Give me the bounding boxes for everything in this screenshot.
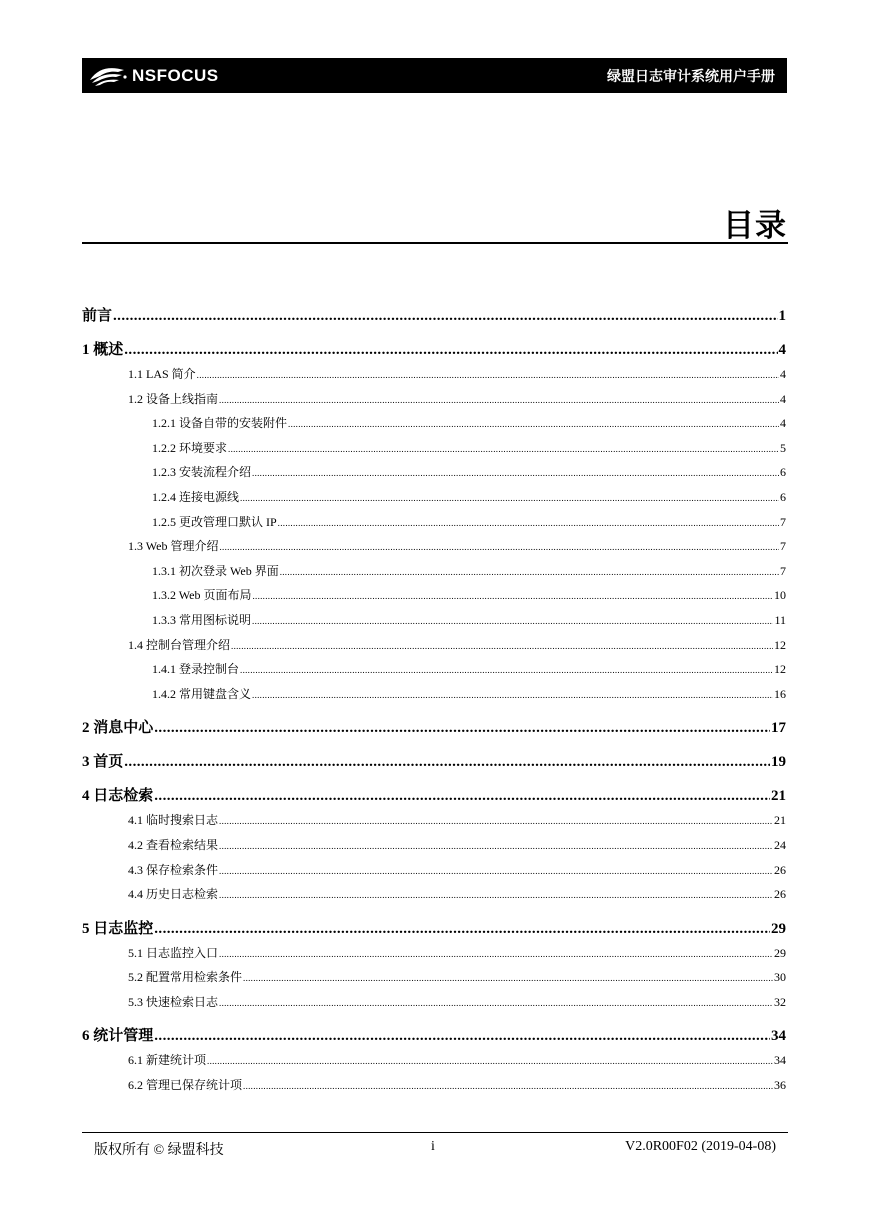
toc-entry[interactable]: [82, 1024, 786, 1048]
toc-entry-label: 1.2.3 安装流程介绍: [152, 465, 252, 480]
toc-leader-dots: [219, 535, 779, 560]
toc-leader-dots: [154, 716, 770, 740]
toc-entry-label: 1.3.1 初次登录 Web 界面: [152, 563, 279, 578]
toc-entry-label: 4.2 查看检索结果: [128, 837, 219, 852]
toc-leader-dots: [243, 1074, 773, 1099]
toc-entry-page: 19: [771, 754, 786, 771]
toc-entry[interactable]: [82, 1073, 786, 1098]
toc-entry-page: 7: [780, 514, 786, 529]
toc-entry-page: 17: [771, 720, 786, 737]
toc-entry-label: 1.2.2 环境要求: [152, 440, 228, 455]
footer-copyright: 版权所有 © 绿盟科技: [94, 1143, 224, 1158]
toc-entry-label: 4.3 保存检索条件: [128, 862, 219, 877]
toc-leader-dots: [207, 1049, 773, 1074]
toc-leader-dots: [219, 834, 773, 859]
toc-entry-page: 4: [780, 391, 786, 406]
toc-entry-page: 11: [774, 612, 786, 627]
page-footer: [94, 1139, 776, 1159]
toc-leader-dots: [219, 991, 773, 1016]
toc-leader-dots: [240, 486, 779, 511]
toc-entry-page: 4: [780, 367, 786, 381]
toc-entry-page: 1: [778, 308, 786, 324]
toc-entry-label: 1.3.2 Web 页面布局: [152, 588, 252, 603]
toc-leader-dots: [154, 1024, 770, 1048]
toc-leader-dots: [243, 966, 773, 991]
toc-entry-page: 5: [780, 440, 786, 455]
logo-text: NSFOCUS: [132, 65, 219, 85]
toc-leader-dots: [219, 942, 773, 967]
toc-entry-label: 1.2.4 连接电源线: [152, 489, 240, 504]
toc-entry[interactable]: [82, 485, 786, 510]
toc-entry[interactable]: [82, 657, 786, 682]
toc-entry-page: 12: [774, 637, 786, 652]
toc-entry-page: 10: [774, 588, 786, 603]
toc-entry-page: 7: [780, 563, 786, 578]
toc-entry-page: 26: [774, 887, 786, 902]
toc-entry[interactable]: [82, 808, 786, 833]
toc-leader-dots: [252, 461, 779, 486]
toc-entry-label: 4.1 临时搜索日志: [128, 813, 219, 828]
toc-entry-label: 1.2.5 更改管理口默认 IP: [152, 514, 277, 529]
toc-entry-label: 5 日志监控: [82, 920, 154, 937]
toc-entry-page: 30: [774, 970, 786, 985]
toc-entry-label: 前言: [82, 308, 113, 324]
toc-entry-label: 4 日志检索: [82, 788, 154, 805]
page-title: 目录: [723, 208, 787, 244]
toc-entry[interactable]: [82, 858, 786, 883]
toc-entry[interactable]: [82, 882, 786, 907]
toc-entry[interactable]: [82, 436, 786, 461]
toc-entry[interactable]: [82, 965, 786, 990]
page-header: [82, 58, 787, 93]
toc-entry-page: 29: [774, 945, 786, 960]
toc-entry-label: 1.2.1 设备自带的安装附件: [152, 416, 288, 431]
toc-entry-label: 1.2 设备上线指南: [128, 391, 219, 406]
toc-entry[interactable]: [82, 510, 786, 535]
toc-entry[interactable]: [82, 917, 786, 941]
toc-entry[interactable]: [82, 387, 786, 412]
toc-entry-page: 4: [780, 416, 786, 431]
toc-entry-label: 1.1 LAS 简介: [128, 367, 196, 381]
toc-entry[interactable]: [82, 338, 786, 362]
toc-entry-label: 5.3 快速检索日志: [128, 994, 219, 1009]
title-divider: [82, 242, 788, 244]
footer-version: V2.0R00F02 (2019-04-08): [625, 1139, 776, 1154]
toc-entry-page: 16: [774, 686, 786, 701]
toc-entry-page: 36: [774, 1078, 786, 1093]
wing-logo-icon: [88, 64, 128, 88]
toc-entry-label: 5.1 日志监控入口: [128, 945, 219, 960]
toc-leader-dots: [154, 784, 770, 808]
toc-entry-label: 1.4.1 登录控制台: [152, 662, 240, 677]
toc-entry-page: 6: [780, 465, 786, 480]
footer-page-number: i: [431, 1139, 435, 1154]
toc-entry[interactable]: [82, 750, 786, 774]
toc-entry[interactable]: [82, 411, 786, 436]
toc-entry[interactable]: [82, 583, 786, 608]
toc-leader-dots: [154, 917, 770, 941]
toc-entry-page: 4: [778, 342, 786, 358]
toc-entry-page: 12: [774, 662, 786, 677]
toc-entry-label: 2 消息中心: [82, 720, 154, 737]
table-of-contents: [82, 304, 786, 1098]
toc-entry[interactable]: [82, 1048, 786, 1073]
toc-leader-dots: [252, 609, 773, 634]
toc-leader-dots: [252, 584, 773, 609]
toc-leader-dots: [124, 338, 777, 362]
toc-entry-label: 5.2 配置常用检索条件: [128, 970, 243, 985]
toc-entry[interactable]: [82, 633, 786, 658]
toc-entry-label: 1.4.2 常用键盘含义: [152, 686, 252, 701]
toc-leader-dots: [240, 658, 773, 683]
toc-entry-label: 1.4 控制台管理介绍: [128, 637, 231, 652]
toc-leader-dots: [124, 750, 770, 774]
toc-leader-dots: [113, 304, 777, 328]
toc-entry-label: 6.2 管理已保存统计项: [128, 1078, 243, 1093]
toc-entry-label: 4.4 历史日志检索: [128, 887, 219, 902]
footer-divider: [82, 1132, 788, 1133]
toc-leader-dots: [219, 809, 773, 834]
toc-entry-label: 3 首页: [82, 754, 124, 771]
toc-entry-label: 1.3.3 常用图标说明: [152, 612, 252, 627]
toc-entry[interactable]: [82, 362, 786, 387]
toc-leader-dots: [219, 859, 773, 884]
toc-leader-dots: [278, 511, 779, 536]
toc-entry-page: 26: [774, 862, 786, 877]
toc-entry-page: 21: [774, 813, 786, 828]
toc-entry[interactable]: [82, 716, 786, 740]
toc-entry-page: 32: [774, 994, 786, 1009]
toc-entry-label: 1 概述: [82, 342, 124, 358]
toc-entry[interactable]: [82, 534, 786, 559]
toc-leader-dots: [197, 363, 779, 388]
toc-entry[interactable]: [82, 559, 786, 584]
toc-entry-label: 6 统计管理: [82, 1028, 154, 1045]
toc-leader-dots: [228, 437, 779, 462]
toc-leader-dots: [288, 412, 779, 437]
toc-leader-dots: [219, 388, 779, 413]
toc-entry-page: 7: [780, 539, 786, 554]
toc-entry-label: 1.3 Web 管理介绍: [128, 539, 219, 554]
toc-entry-page: 24: [774, 837, 786, 852]
toc-leader-dots: [231, 634, 773, 659]
toc-entry-page: 34: [774, 1053, 786, 1068]
toc-entry-page: 21: [771, 788, 786, 805]
toc-entry[interactable]: [82, 941, 786, 966]
toc-entry-label: 6.1 新建统计项: [128, 1053, 207, 1068]
toc-leader-dots: [219, 883, 773, 908]
toc-entry[interactable]: [82, 608, 786, 633]
header-title: 绿盟日志审计系统用户手册: [607, 68, 775, 85]
toc-entry[interactable]: [82, 990, 786, 1015]
toc-entry[interactable]: [82, 784, 786, 808]
toc-entry-page: 34: [771, 1028, 786, 1045]
toc-leader-dots: [252, 683, 773, 708]
toc-entry-page: 29: [771, 920, 786, 937]
toc-entry-page: 6: [780, 489, 786, 504]
toc-entry[interactable]: [82, 833, 786, 858]
toc-entry[interactable]: [82, 304, 786, 328]
nsfocus-logo: [88, 64, 219, 88]
toc-leader-dots: [280, 560, 779, 585]
toc-entry[interactable]: [82, 460, 786, 485]
toc-entry[interactable]: [82, 682, 786, 707]
